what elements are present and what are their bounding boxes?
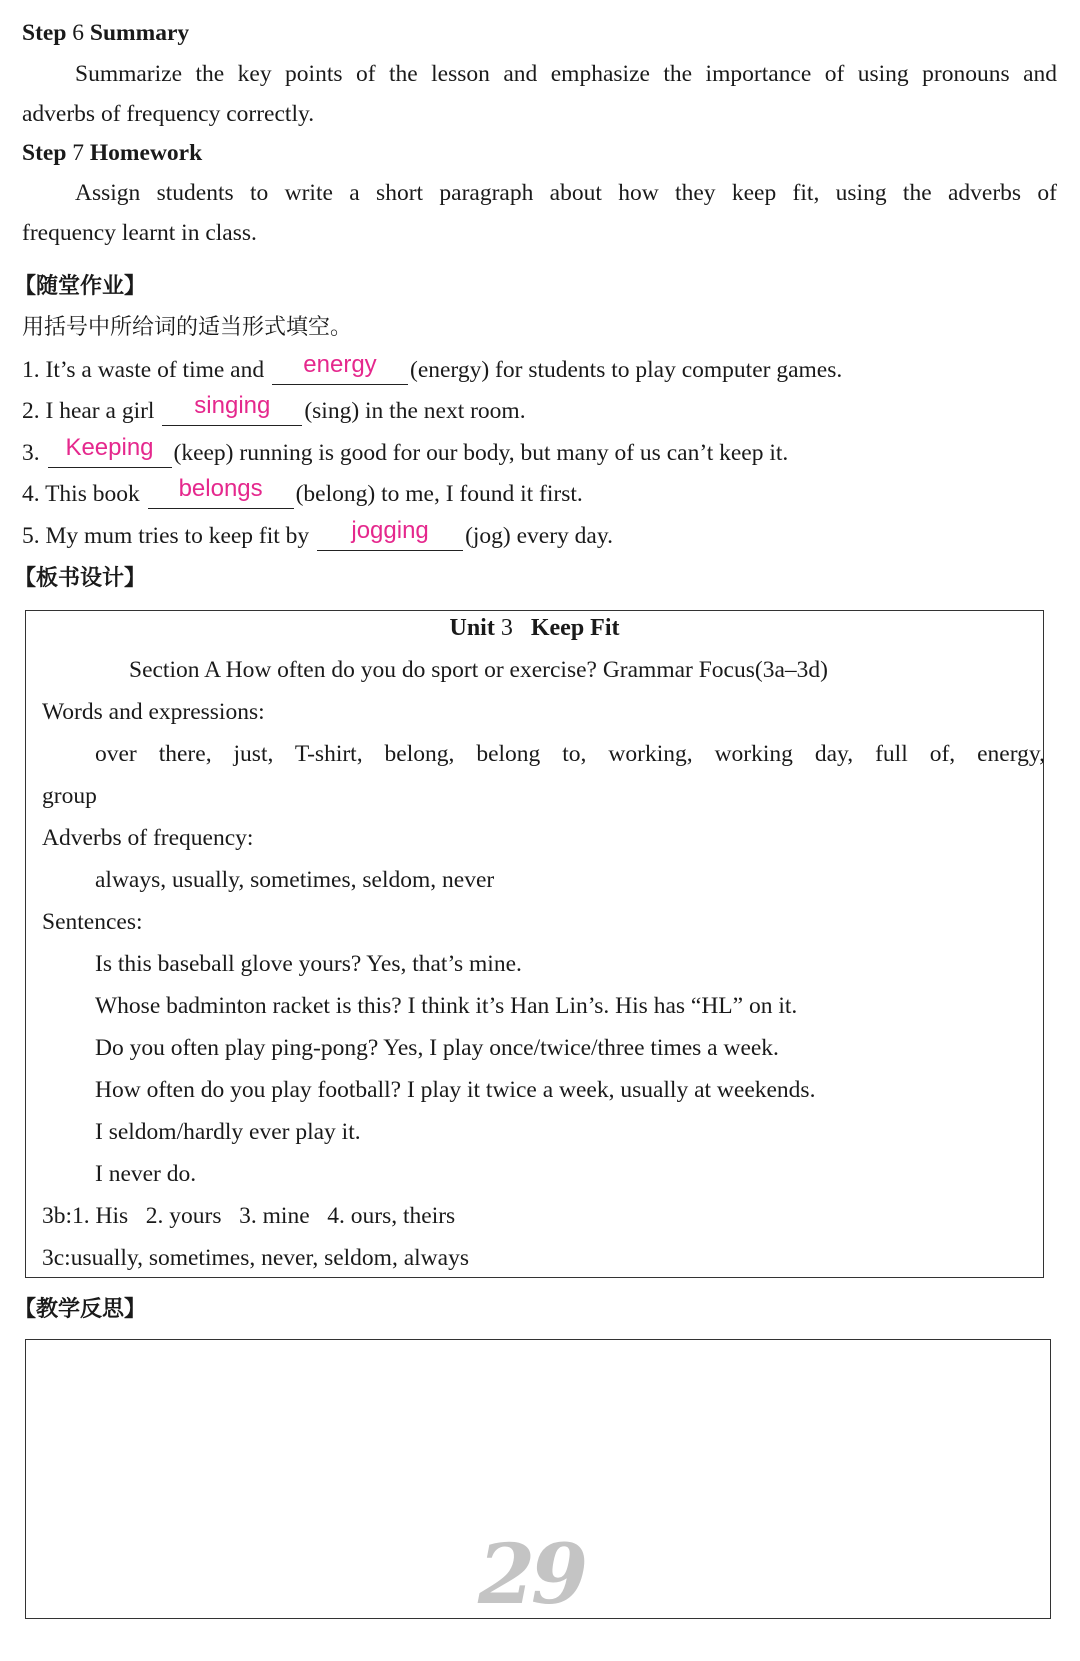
- item-text-before: 4. This book: [22, 481, 140, 507]
- step-6-body-line-2: adverbs of frequency correctly.: [22, 101, 315, 127]
- step-7-body-line-1: Assign students to write a short paragraph about how they keep fit, using the adverbs of: [75, 180, 1057, 206]
- answer-blank[interactable]: [272, 351, 408, 385]
- board-title-unit: Unit: [449, 615, 495, 641]
- answer-text: Keeping: [65, 434, 154, 461]
- answer-blank[interactable]: [317, 517, 463, 551]
- step-title: Summary: [89, 20, 190, 46]
- step-7-heading: [22, 138, 202, 168]
- board-sentence: Is this baseball glove yours? Yes, that’s mine.: [95, 951, 522, 977]
- step-label: Step: [22, 20, 67, 46]
- page-number: 29: [478, 1527, 585, 1623]
- answer-text: energy: [303, 351, 377, 378]
- board-adverbs-label: Adverbs of frequency:: [42, 825, 254, 851]
- reflection-heading: 【教学反思】: [14, 1297, 147, 1322]
- answer-blank[interactable]: [48, 434, 172, 468]
- board-words-line-1: over there, just, T-shirt, belong, belong to, working, working day, full of, energy,: [95, 741, 1045, 767]
- board-sentence: I seldom/hardly ever play it.: [95, 1119, 361, 1145]
- step-label: Step: [22, 140, 67, 166]
- answer-text: jogging: [351, 517, 429, 544]
- step-6-body-line-1: Summarize the key points of the lesson and emphasize the importance of using pronouns and: [75, 61, 1057, 87]
- answer-text: belongs: [178, 475, 263, 502]
- exercise-item-3: [22, 434, 789, 468]
- board-words-line-2: group: [42, 783, 97, 809]
- item-text-before: 5. My mum tries to keep fit by: [22, 523, 310, 549]
- item-text-after: (jog) every day.: [465, 523, 613, 549]
- step-title: Homework: [89, 140, 203, 166]
- item-text-after: (sing) in the next room.: [304, 398, 526, 424]
- board-answers-3b: 3b:1. His 2. yours 3. mine 4. ours, theirs: [42, 1203, 456, 1229]
- exercise-item-2: [22, 392, 526, 426]
- board-sentence: Whose badminton racket is this? I think it’s Han Lin’s. His has “HL” on it.: [95, 993, 798, 1019]
- item-text-before: 2. I hear a girl: [22, 398, 155, 424]
- board-sentence: Do you often play ping-pong? Yes, I play once/twice/three times a week.: [95, 1035, 779, 1061]
- step-number: 6: [72, 20, 85, 46]
- step-number: 7: [72, 140, 85, 166]
- item-text-after: (energy) for students to play computer games.: [410, 357, 843, 383]
- step-7-body-line-2: frequency learnt in class.: [22, 220, 257, 246]
- board-title: [26, 613, 1043, 643]
- board-heading: 【板书设计】: [14, 566, 147, 591]
- board-title-number: 3: [500, 615, 513, 641]
- board-answers-3c: 3c:usually, sometimes, never, seldom, always: [42, 1245, 469, 1271]
- board-subtitle: Section A How often do you do sport or exercise? Grammar Focus(3a–3d): [129, 657, 828, 683]
- board-adverbs: always, usually, sometimes, seldom, never: [95, 867, 495, 893]
- board-sentences-label: Sentences:: [42, 909, 143, 935]
- answer-text: singing: [194, 392, 271, 419]
- board-sentence: How often do you play football? I play it twice a week, usually at weekends.: [95, 1077, 816, 1103]
- item-text-after: (keep) running is good for our body, but many of us can’t keep it.: [173, 440, 789, 466]
- board-words-label: Words and expressions:: [42, 699, 265, 725]
- exercise-instruction: 用括号中所给词的适当形式填空。: [22, 315, 353, 340]
- step-6-heading: [22, 18, 189, 48]
- exercise-item-1: [22, 351, 843, 385]
- board-design-box: [25, 610, 1044, 1278]
- exercise-item-5: [22, 517, 613, 551]
- board-title-name: Keep Fit: [530, 615, 620, 641]
- exercise-item-4: [22, 475, 583, 509]
- answer-blank[interactable]: [162, 392, 302, 426]
- exercise-heading: 【随堂作业】: [14, 274, 147, 299]
- item-text-after: (belong) to me, I found it first.: [295, 481, 583, 507]
- item-text-before: 3.: [22, 440, 40, 466]
- board-sentence: I never do.: [95, 1161, 197, 1187]
- answer-blank[interactable]: [148, 475, 294, 509]
- item-text-before: 1. It’s a waste of time and: [22, 357, 265, 383]
